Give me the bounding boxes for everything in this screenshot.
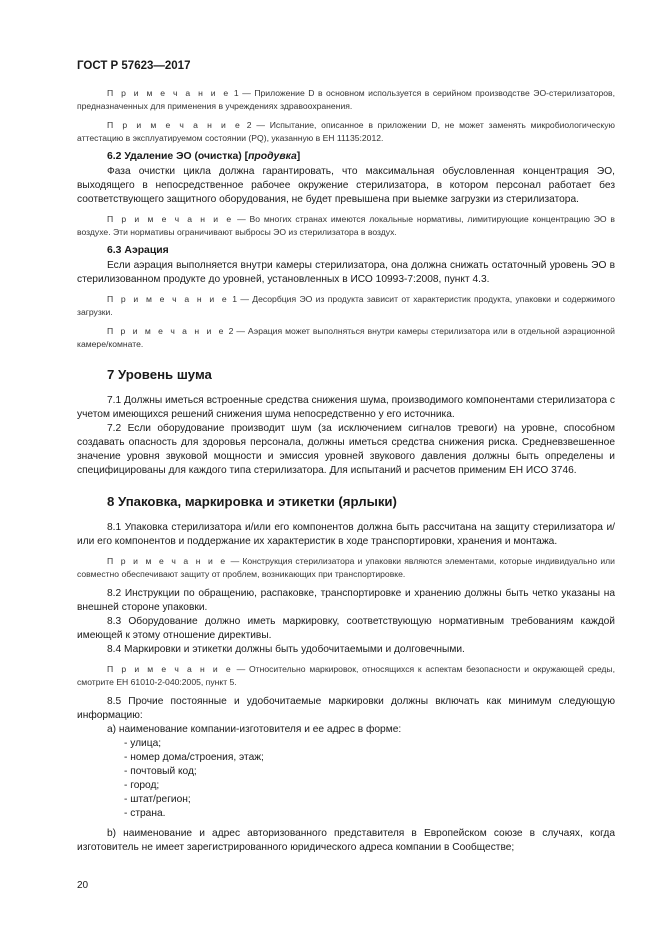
list-dash: - штат/регион; (124, 794, 191, 805)
para-6-3: Если аэрация выполняется внутри камеры стерилизатора, она должна снижать остаточный уровень ЭО в стерилизованном продукте до уровней, установленных в ИСО 10993-7:2008, пункт 4.3. (77, 260, 615, 285)
note-6-lead: П р и м е ч а н и е (107, 556, 228, 566)
list-item-a: a) наименование компании-изготовителя и ее адрес в форме: (107, 724, 402, 735)
note-2-lead: П р и м е ч а н и е (107, 120, 242, 130)
note-6 (77, 555, 615, 581)
note-5-lead: П р и м е ч а н и е (107, 326, 226, 336)
note-7-text: — Относительно маркировок, относящихся к аспектам безопасности и окружающей среды, смотрите ЕН 61010-2-040:2005, пункт 5. (77, 664, 615, 687)
page-number: 20 (77, 880, 89, 891)
note-4-text: 1 — Десорбция ЭО из продукта зависит от характеристик продукта, упаковки и содержимого загрузки. (77, 294, 615, 317)
note-7-lead: П р и м е ч а н и е (107, 664, 233, 674)
heading-6-3: 6.3 Аэрация (107, 245, 169, 256)
list-dash: - город; (124, 780, 160, 791)
standard-header: ГОСТ Р 57623—2017 (77, 60, 191, 72)
heading-7: 7 Уровень шума (107, 367, 212, 382)
heading-6-2-italic: продувка (248, 151, 297, 162)
list-item-b: b) наименование и адрес авторизованного представителя в Европейском союзе в случаях, когда изготовитель не имеет зарегистрированного юридического адреса компании в Сообществе; (77, 828, 615, 853)
para-6-2: Фаза очистки цикла должна гарантировать, что максимальная обусловленная концентрация ЭО, выходящего в непосредственное рабочее окружение стерилизатора, в котором персонал работает без соответствующего защитного оборудования, не будет превышена при выемке загрузки из стерилизатора. (77, 166, 615, 205)
note-6-text: — Конструкция стерилизатора и упаковки являются элементами, которые индивидуально или совместно обеспечивают защиту от проблем, возникающих при транспортировке. (77, 556, 615, 579)
list-dash: - улица; (124, 738, 162, 749)
para-8-4: 8.4 Маркировки и этикетки должны быть удобочитаемыми и долговечными. (107, 644, 465, 655)
note-1-text: 1 — Приложение D в основном используется в серийном производстве ЭО-стерилизаторов, предназначенных для применения в учреждениях здравоохранения. (77, 88, 615, 111)
para-8-1: 8.1 Упаковка стерилизатора и/или его компонентов должна быть рассчитана на защиту стерилизатора и/или его компонентов и поддержание их характеристик в ходе транспортировки, хранения и монтажа. (77, 522, 615, 547)
note-4 (77, 293, 615, 319)
note-1-lead: П р и м е ч а н и е (107, 88, 231, 98)
para-8-3: 8.3 Оборудование должно иметь маркировку, соответствующую нормативным требованиям каждой имеющей к этому отношение директивы. (77, 616, 615, 641)
note-3-lead: П р и м е ч а н и е (107, 214, 234, 224)
para-8-5: 8.5 Прочие постоянные и удобочитаемые маркировки должны включать как минимум следующую информацию: (77, 696, 615, 721)
note-3-text: — Во многих странах имеются локальные нормативы, лимитирующие концентрацию ЭО в воздухе. Эти нормативы ограничивают выбросы ЭО из стерилизатора в воздух. (77, 214, 615, 237)
para-8-2: 8.2 Инструкции по обращению, распаковке, транспортировке и хранению должны быть четко указаны на внешней стороне упаковки. (77, 588, 615, 613)
note-3 (77, 213, 615, 239)
note-1 (77, 87, 615, 113)
list-dash: - почтовый код; (124, 766, 197, 777)
heading-6-2-end: ] (296, 151, 301, 162)
note-2 (77, 119, 615, 145)
para-7-2: 7.2 Если оборудование производит шум (за исключением сигналов тревоги) на уровне, способном создавать опасность для здоровья персонала, должны иметься средства снижения риска. Средневзвешенное значение уровня звуковой мощности и эмиссия уровней звукового давления должны быть определены и специфицированы для каждого типа стерилизатора. Для испытаний и расчетов применим ЕН ИСО 3746. (77, 423, 615, 476)
note-5 (77, 325, 615, 351)
heading-6-2-main: 6.2 Удаление ЭО (очистка) [ (107, 151, 249, 162)
note-5-text: 2 — Аэрация может выполняться внутри камеры стерилизатора или в отдельной аэрационной камере/комнате. (77, 326, 615, 349)
note-4-lead: П р и м е ч а н и е (107, 294, 229, 304)
heading-8: 8 Упаковка, маркировка и этикетки (ярлыки) (107, 494, 397, 509)
list-dash: - номер дома/строения, этаж; (124, 752, 264, 763)
document-page (77, 60, 615, 855)
note-7 (77, 663, 615, 689)
note-2-text: 2 — Испытание, описанное в приложении D, не может заменять микробиологическую аттестацию в эксплуатируемом состоянии (PQ), указанную в ЕН 11135:2012. (77, 120, 615, 143)
heading-6-2 (107, 151, 615, 162)
para-7-1: 7.1 Должны иметься встроенные средства снижения шума, производимого компонентами стерилизатора с учетом имеющихся решений снижения шума непосредственно у его источника. (77, 395, 615, 420)
list-dash: - страна. (124, 808, 166, 819)
